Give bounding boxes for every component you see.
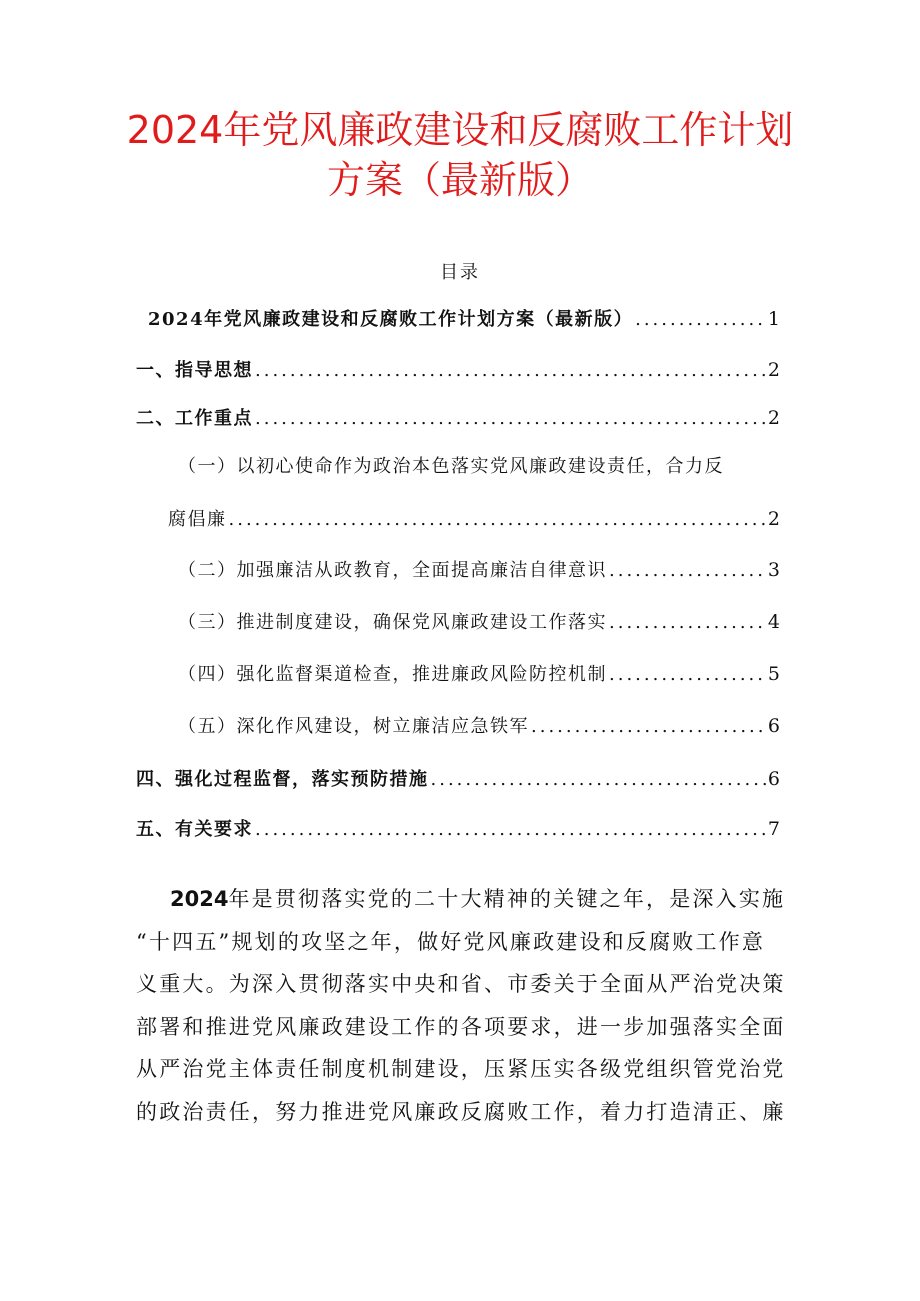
toc-entry-label: （三）推进制度建设，确保党风廉政建设工作落实 [178,612,607,633]
toc-leader-dots [255,404,766,434]
toc-entry[interactable] [168,504,780,535]
toc-entry-label: 五、有关要求 [136,819,253,840]
toc-entry[interactable] [136,355,780,386]
toc-entry-page: 2 [767,508,780,530]
toc-entry-label: （二）加强廉洁从政教育，全面提高廉洁自律意识 [178,560,607,581]
toc-entry-page: 6 [767,768,780,790]
toc-entry-label: 二、工作重点 [136,408,253,429]
toc-entry[interactable] [178,659,780,690]
toc-entry-page: 1 [767,308,780,330]
body-paragraph [136,878,786,1133]
toc-leader-dots [431,765,766,795]
toc-leader-dots [609,556,766,586]
toc-entry-page: 2 [767,407,780,429]
toc-entry[interactable] [136,814,780,845]
toc-entry[interactable] [178,711,780,742]
toc-entry[interactable] [178,452,780,482]
toc-entry-label: 一、指导思想 [136,360,253,381]
paragraph-line: 的政治责任，努力推进党风廉政反腐败工作，着力打造清正、廉 [136,1099,786,1124]
document-title-line-1: 2024年党风廉政建设和反腐败工作计划 [126,108,794,152]
toc-entry-page: 6 [767,715,780,737]
toc-entry-label: 腐倡廉 [168,509,227,530]
toc-leader-dots [531,712,766,742]
toc-entry-page: 7 [767,818,780,840]
toc-leader-dots [609,660,766,690]
paragraph-line-text: 年是贯彻落实党的二十大精神的关键之年，是深入实施 [228,887,786,911]
toc-heading: 目录 [440,262,480,283]
toc-entry-label: 2024年党风廉政建设和反腐败工作计划方案（最新版） [148,309,634,330]
toc-leader-dots [255,356,766,386]
toc-entry[interactable] [148,304,780,335]
toc-entry-label: （一）以初心使命作为政治本色落实党风廉政建设责任，合力反 [178,456,724,477]
toc-entry-label: （四）强化监督渠道检查，推进廉政风险防控机制 [178,664,607,685]
toc-leader-dots [229,505,766,535]
toc-entry-page: 3 [767,559,780,581]
paragraph-line: 义重大。为深入贯彻落实中央和省、市委关于全面从严治党决策 [136,972,786,996]
toc-entry-page: 2 [767,359,780,381]
toc-entry-label: 四、强化过程监督，落实预防措施 [136,769,429,790]
toc-entry[interactable] [178,607,780,638]
toc-entry-page: 5 [767,663,780,685]
paragraph-line: 部署和推进党风廉政建设工作的各项要求，进一步加强落实全面 [136,1014,786,1039]
toc-entry-page: 4 [767,611,780,633]
toc-leader-dots [635,305,766,335]
toc-entry[interactable] [178,555,780,586]
toc-entry[interactable] [136,403,780,434]
paragraph-line: 从严治党主体责任制度机制建设，压紧压实各级党组织管党治党 [136,1057,786,1081]
toc-leader-dots [255,815,766,845]
document-title-line-2: 方案（最新版） [326,158,593,202]
toc-leader-dots [609,608,766,638]
toc-entry-label: （五）深化作风建设，树立廉洁应急铁军 [178,716,529,737]
paragraph-year: 2024 [170,887,229,911]
paragraph-line: “十四五”规划的攻坚之年，做好党风廉政建设和反腐败工作意 [136,929,766,954]
paragraph-line [136,878,786,921]
toc-entry[interactable] [136,764,780,795]
